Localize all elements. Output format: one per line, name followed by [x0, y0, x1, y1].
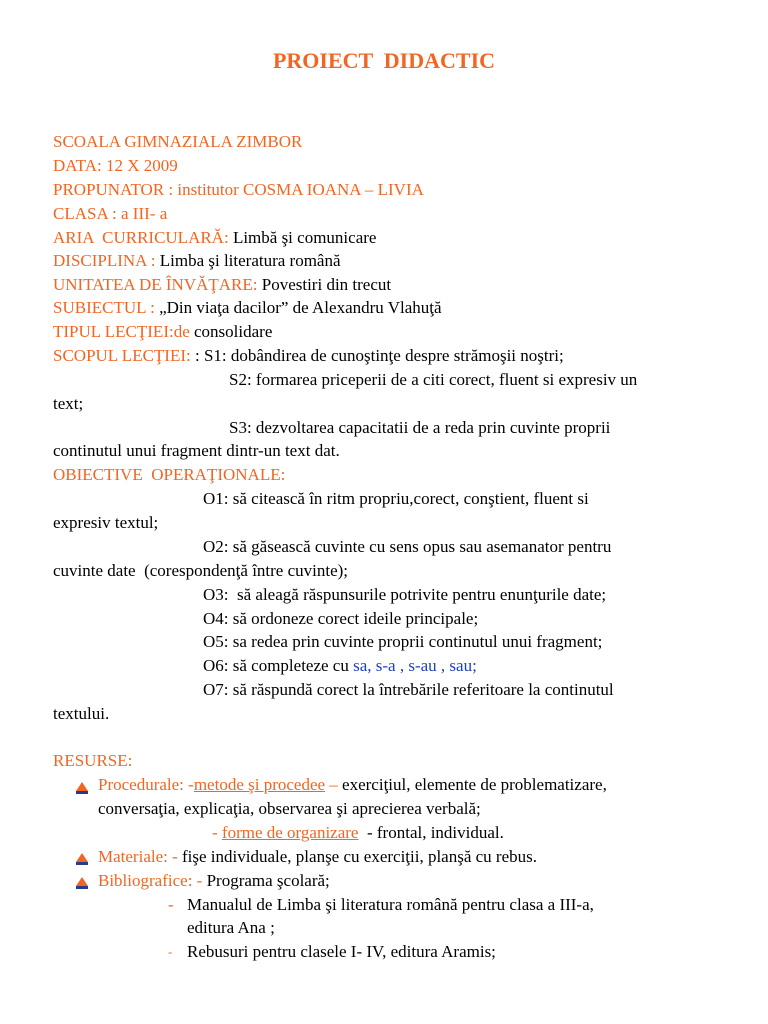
discipline-label: DISCIPLINA : [53, 251, 160, 270]
materials-value: fişe individuale, planşe cu exerciţii, planşă cu rebus. [182, 847, 538, 866]
unit-value: Povestiri din trecut [261, 275, 392, 294]
objective-o2-cont: cuvinte date (corespondenţă între cuvinte); [53, 561, 349, 580]
unit-line [53, 275, 391, 295]
forms-dash: - [212, 823, 222, 842]
objective-o1: O1: să citească în ritm propriu,corect, conştient, fluent si [203, 489, 589, 508]
area-value: Limbă şi comunicare [232, 228, 377, 247]
objective-o7: O7: să răspundă corect la întrebările referitoare la continutul [203, 680, 614, 699]
lesson-type-line [53, 322, 272, 342]
bibliography-line [98, 871, 330, 891]
bullet-arrow-icon [75, 781, 89, 795]
bib-manual: Manualul de Limba şi literatura română pentru clasa a III-a, [187, 895, 594, 914]
procedural-label: Procedurale: - [98, 775, 194, 794]
objective-o4: O4: să ordoneze corect ideile principale; [203, 609, 479, 628]
bib-dash: - [168, 944, 173, 959]
scope-label: SCOPUL LECŢIEI: [53, 346, 195, 365]
proposer-label: PROPUNATOR : [53, 180, 178, 199]
methods-cont: conversaţia, explicaţia, observarea şi aprecierea verbală; [98, 799, 481, 818]
lesson-type-label: TIPUL LECŢIEI:de [53, 322, 194, 341]
unit-label: UNITATEA DE ÎNVĂŢARE: [53, 275, 262, 294]
bib-manual-cont: editura Ana ; [187, 918, 275, 937]
area-line [53, 228, 376, 248]
methods-label: metode şi procedee [193, 775, 326, 794]
methods-dash: – [325, 775, 343, 794]
materials-line [98, 847, 537, 867]
discipline-line [53, 251, 341, 271]
methods-value: exerciţiul, elemente de problematizare, [342, 775, 607, 794]
objective-o1-cont: expresiv textul; [53, 513, 159, 532]
objective-o7-cont: textului. [53, 704, 110, 723]
page-title: PROIECT DIDACTIC [272, 48, 496, 73]
bullet-arrow-icon [75, 852, 89, 866]
scope-s2-cont: text; [53, 394, 84, 413]
objective-o2: O2: să găsească cuvinte cu sens opus sau asemanator pentru [203, 537, 612, 556]
subject-label: SUBIECTUL : [53, 298, 160, 317]
bib-rebus: Rebusuri pentru clasele I- IV, editura Aramis; [187, 942, 496, 961]
objectives-label: OBIECTIVE OPERAŢIONALE: [53, 465, 286, 484]
bibliography-label: Bibliografice: - [98, 871, 207, 890]
objective-o6-prefix: O6: să completeze cu [203, 656, 354, 675]
resources-label: RESURSE: [53, 751, 133, 770]
objective-o3: O3: să aleagă răspunsurile potrivite pentru enunţurile date; [203, 585, 607, 604]
forms-line [212, 823, 504, 843]
lesson-type-value: consolidare [194, 322, 273, 341]
area-label: ARIA CURRICULARĂ: [53, 228, 233, 247]
scope-line [53, 346, 564, 366]
date-line: DATA: 12 X 2009 [53, 156, 178, 175]
bib-dash: - [168, 895, 174, 914]
objective-o6-words: sa, s-a , s-au , sau; [353, 656, 477, 675]
objective-o5: O5: sa redea prin cuvinte proprii continutul unui fragment; [203, 632, 603, 651]
discipline-value: Limba şi literatura română [159, 251, 341, 270]
forms-value: - frontal, individual. [358, 823, 504, 842]
scope-s3-cont: continutul unui fragment dintr-un text dat. [53, 441, 340, 460]
class-line: CLASA : a III- a [53, 204, 168, 223]
scope-s1: : S1: dobândirea de cunoştinţe despre strămoşii noştri; [194, 346, 564, 365]
forms-label: forme de organizare [221, 823, 359, 842]
proposer-line [53, 180, 424, 200]
bullet-arrow-icon [75, 876, 89, 890]
subject-value: „Din viaţa dacilor” de Alexandru Vlahuţă [159, 298, 442, 317]
scope-s3-line: S3: dezvoltarea capacitatii de a reda prin cuvinte proprii [229, 418, 611, 437]
school-line: SCOALA GIMNAZIALA ZIMBOR [53, 132, 303, 151]
scope-s2-line: S2: formarea priceperii de a citi corect, fluent si expresiv un [229, 370, 638, 389]
procedural-line [98, 775, 607, 795]
objective-o6 [203, 656, 477, 676]
subject-line [53, 298, 442, 318]
materials-label: Materiale: - [98, 847, 183, 866]
bibliography-value: Programa şcolară; [206, 871, 330, 890]
proposer-value: institutor COSMA IOANA – LIVIA [177, 180, 424, 199]
